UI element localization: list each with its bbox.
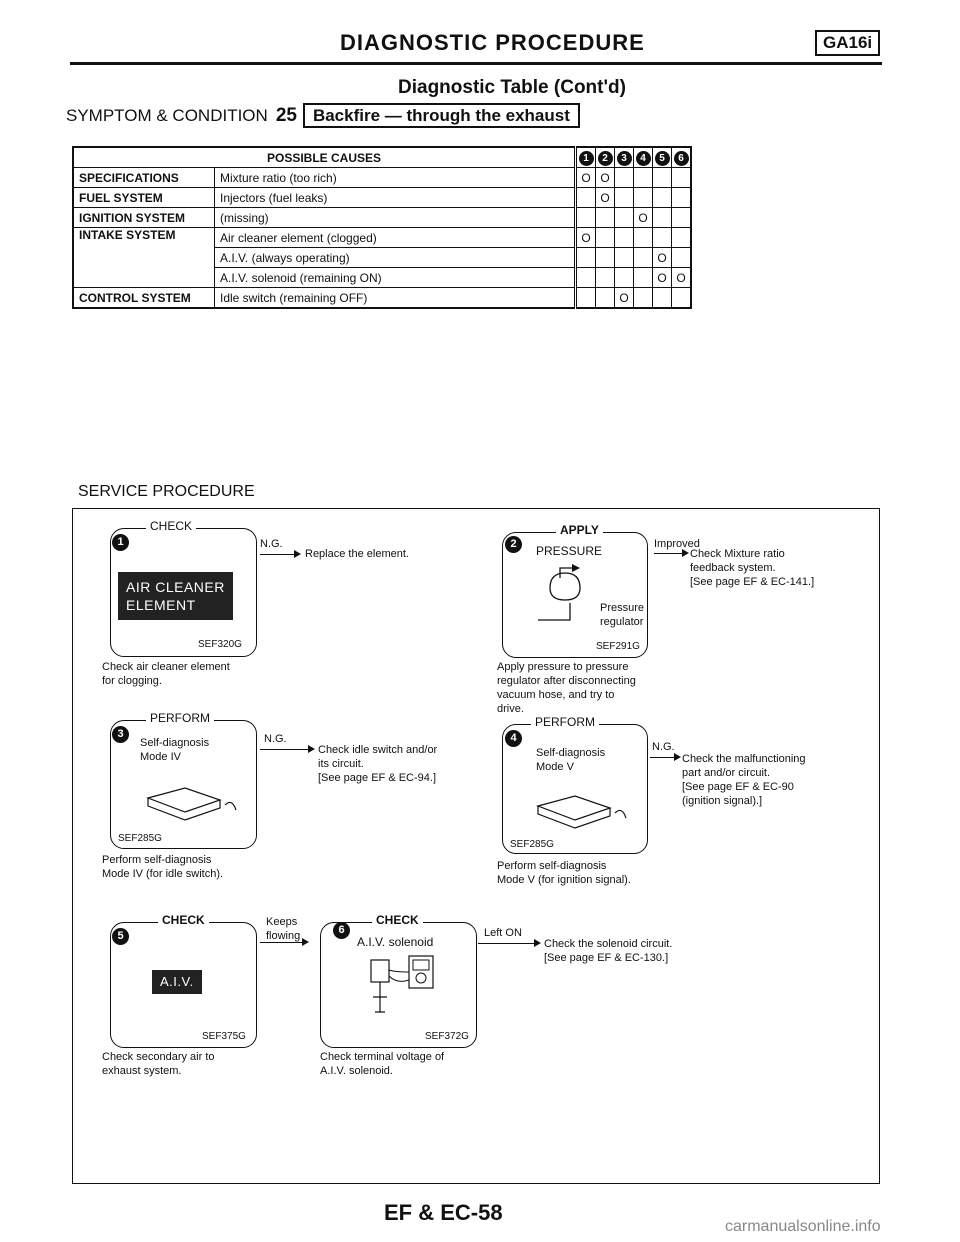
- watermark: carmanualsonline.info: [725, 1218, 881, 1235]
- step5-result: Keeps flowing: [266, 916, 301, 942]
- mark-cell: [596, 268, 615, 288]
- step5-label: CHECK: [158, 913, 209, 927]
- mark-cell: O: [596, 168, 615, 188]
- mark-cell: [653, 208, 672, 228]
- mark-cell: [653, 228, 672, 248]
- ecu-connector-icon: [140, 770, 240, 825]
- step2-inner: PRESSURE: [536, 544, 603, 558]
- step2-part: Pressure regulator: [600, 602, 645, 628]
- arrow: [260, 749, 310, 750]
- category-cell: CONTROL SYSTEM: [73, 288, 215, 309]
- step3-number: 3: [112, 726, 129, 743]
- arrow: [654, 553, 684, 554]
- symptom-text: Backfire — through the exhaust: [303, 103, 580, 128]
- step4-number: 4: [505, 730, 522, 747]
- mark-cell: O: [576, 168, 596, 188]
- category-cell: INTAKE SYSTEM: [73, 228, 215, 288]
- step4-inner: Self-diagnosis Mode V: [536, 747, 606, 773]
- mark-cell: [615, 168, 634, 188]
- cause-number-header: 6: [672, 147, 692, 168]
- mark-cell: [576, 248, 596, 268]
- air-cleaner-box: AIR CLEANER ELEMENT: [118, 572, 233, 620]
- mark-cell: [596, 228, 615, 248]
- arrow-head: [308, 745, 315, 753]
- arrow-head: [294, 550, 301, 558]
- step6-label: CHECK: [372, 913, 423, 927]
- figure-code: SEF320G: [198, 639, 242, 650]
- table-row: [73, 188, 691, 208]
- mark-cell: [672, 208, 692, 228]
- mark-cell: [653, 288, 672, 309]
- step5-number: 5: [112, 928, 129, 945]
- symptom-line: [66, 105, 580, 127]
- mark-cell: [634, 228, 653, 248]
- step4-result: N.G.: [652, 741, 675, 753]
- step3-action: Check idle switch and/or its circuit. [See page EF & EC-94.]: [318, 744, 438, 784]
- mark-cell: [634, 188, 653, 208]
- table-row: [73, 228, 691, 248]
- step3-result: N.G.: [264, 733, 287, 745]
- mark-cell: [576, 208, 596, 228]
- mark-cell: [653, 168, 672, 188]
- step4-action: Check the malfunctioning part and/or circuit. [See page EF & EC-90 (ignition signal).]: [682, 753, 806, 807]
- step1-caption: Check air cleaner element for clogging.: [102, 661, 230, 687]
- arrow: [478, 943, 536, 944]
- page-number: EF & EC-58: [384, 1200, 503, 1225]
- cause-cell: (missing): [215, 208, 576, 228]
- section-subtitle: Diagnostic Table (Cont'd): [398, 77, 626, 98]
- cause-cell: Air cleaner element (clogged): [215, 228, 576, 248]
- mark-cell: O: [576, 228, 596, 248]
- cause-number-header: 4: [634, 147, 653, 168]
- category-cell: IGNITION SYSTEM: [73, 208, 215, 228]
- mark-cell: [615, 208, 634, 228]
- mark-cell: [596, 288, 615, 309]
- mark-cell: [615, 268, 634, 288]
- arrow-head: [674, 753, 681, 761]
- table-row: [73, 288, 691, 309]
- step1-result: N.G.: [260, 538, 283, 550]
- category-cell: SPECIFICATIONS: [73, 168, 215, 188]
- step5-caption: Check secondary air to exhaust system.: [102, 1051, 215, 1077]
- mark-cell: O: [653, 268, 672, 288]
- mark-cell: [576, 288, 596, 309]
- mark-cell: [576, 188, 596, 208]
- pressure-regulator-icon: [530, 558, 600, 628]
- mark-cell: [596, 208, 615, 228]
- table-row: [73, 168, 691, 188]
- mark-cell: [576, 268, 596, 288]
- cause-number-header: 2: [596, 147, 615, 168]
- cause-cell: Mixture ratio (too rich): [215, 168, 576, 188]
- symptom-label: SYMPTOM & CONDITION: [66, 106, 268, 125]
- mark-cell: [634, 268, 653, 288]
- aiv-box: A.I.V.: [152, 970, 202, 994]
- step6-number: 6: [333, 922, 350, 939]
- arrow-head: [302, 938, 309, 946]
- cause-cell: Idle switch (remaining OFF): [215, 288, 576, 309]
- voltmeter-solenoid-icon: [365, 952, 445, 1032]
- step1-action: Replace the element.: [305, 548, 409, 560]
- mark-cell: [672, 288, 692, 309]
- mark-cell: O: [672, 268, 692, 288]
- arrow: [260, 942, 304, 943]
- mark-cell: [672, 248, 692, 268]
- service-procedure-title: SERVICE PROCEDURE: [78, 483, 255, 500]
- figure-code: SEF375G: [202, 1031, 246, 1042]
- mark-cell: [634, 288, 653, 309]
- cause-number-header: 5: [653, 147, 672, 168]
- table-row: [73, 208, 691, 228]
- mark-cell: [615, 248, 634, 268]
- cause-number-header: 3: [615, 147, 634, 168]
- step1-label: CHECK: [146, 519, 196, 533]
- step2-number: 2: [505, 536, 522, 553]
- step6-inner: A.I.V. solenoid: [357, 935, 434, 949]
- figure-code: SEF291G: [596, 641, 640, 652]
- mark-cell: [615, 228, 634, 248]
- step2-result: Improved: [654, 538, 700, 550]
- mark-cell: [596, 248, 615, 268]
- mark-cell: [672, 188, 692, 208]
- step6-result: Left ON: [484, 927, 522, 939]
- step2-label: APPLY: [556, 523, 603, 537]
- cause-cell: A.I.V. (always operating): [215, 248, 576, 268]
- mark-cell: O: [596, 188, 615, 208]
- mark-cell: [634, 168, 653, 188]
- step6-caption: Check terminal voltage of A.I.V. solenoid.: [320, 1051, 445, 1077]
- mark-cell: O: [634, 208, 653, 228]
- mark-cell: O: [653, 248, 672, 268]
- cause-cell: A.I.V. solenoid (remaining ON): [215, 268, 576, 288]
- step2-caption: Apply pressure to pressure regulator after disconnecting vacuum hose, and try to drive.: [497, 661, 636, 715]
- mark-cell: [653, 188, 672, 208]
- mark-cell: [615, 188, 634, 208]
- ecu-connector-icon: [530, 778, 630, 833]
- cause-number-header: 1: [576, 147, 596, 168]
- figure-code: SEF372G: [425, 1031, 469, 1042]
- page-title: DIAGNOSTIC PROCEDURE: [340, 30, 645, 55]
- mark-cell: [672, 228, 692, 248]
- header-rule: [70, 62, 882, 65]
- step6-action: Check the solenoid circuit. [See page EF & EC-130.]: [544, 938, 673, 964]
- step3-caption: Perform self-diagnosis Mode IV (for idle switch).: [102, 854, 224, 880]
- mark-cell: [634, 248, 653, 268]
- step2-action: Check Mixture ratio feedback system. [See page EF & EC-141.]: [690, 548, 815, 588]
- table-header-row: [73, 147, 691, 168]
- category-cell: FUEL SYSTEM: [73, 188, 215, 208]
- symptom-number: 25: [275, 105, 297, 126]
- step4-label: PERFORM: [531, 715, 599, 729]
- arrow: [650, 757, 676, 758]
- step1-number: 1: [112, 534, 129, 551]
- mark-cell: [672, 168, 692, 188]
- arrow-head: [534, 939, 541, 947]
- diagnostic-table: [72, 146, 692, 309]
- cause-cell: Injectors (fuel leaks): [215, 188, 576, 208]
- figure-code: SEF285G: [118, 833, 162, 844]
- mark-cell: O: [615, 288, 634, 309]
- possible-causes-header: POSSIBLE CAUSES: [73, 147, 576, 168]
- arrow-head: [682, 549, 689, 557]
- arrow: [260, 554, 296, 555]
- step4-caption: Perform self-diagnosis Mode V (for ignition signal).: [497, 860, 631, 886]
- step3-label: PERFORM: [146, 711, 214, 725]
- figure-code: SEF285G: [510, 839, 554, 850]
- step3-inner: Self-diagnosis Mode IV: [140, 737, 210, 763]
- engine-badge: GA16i: [815, 30, 880, 56]
